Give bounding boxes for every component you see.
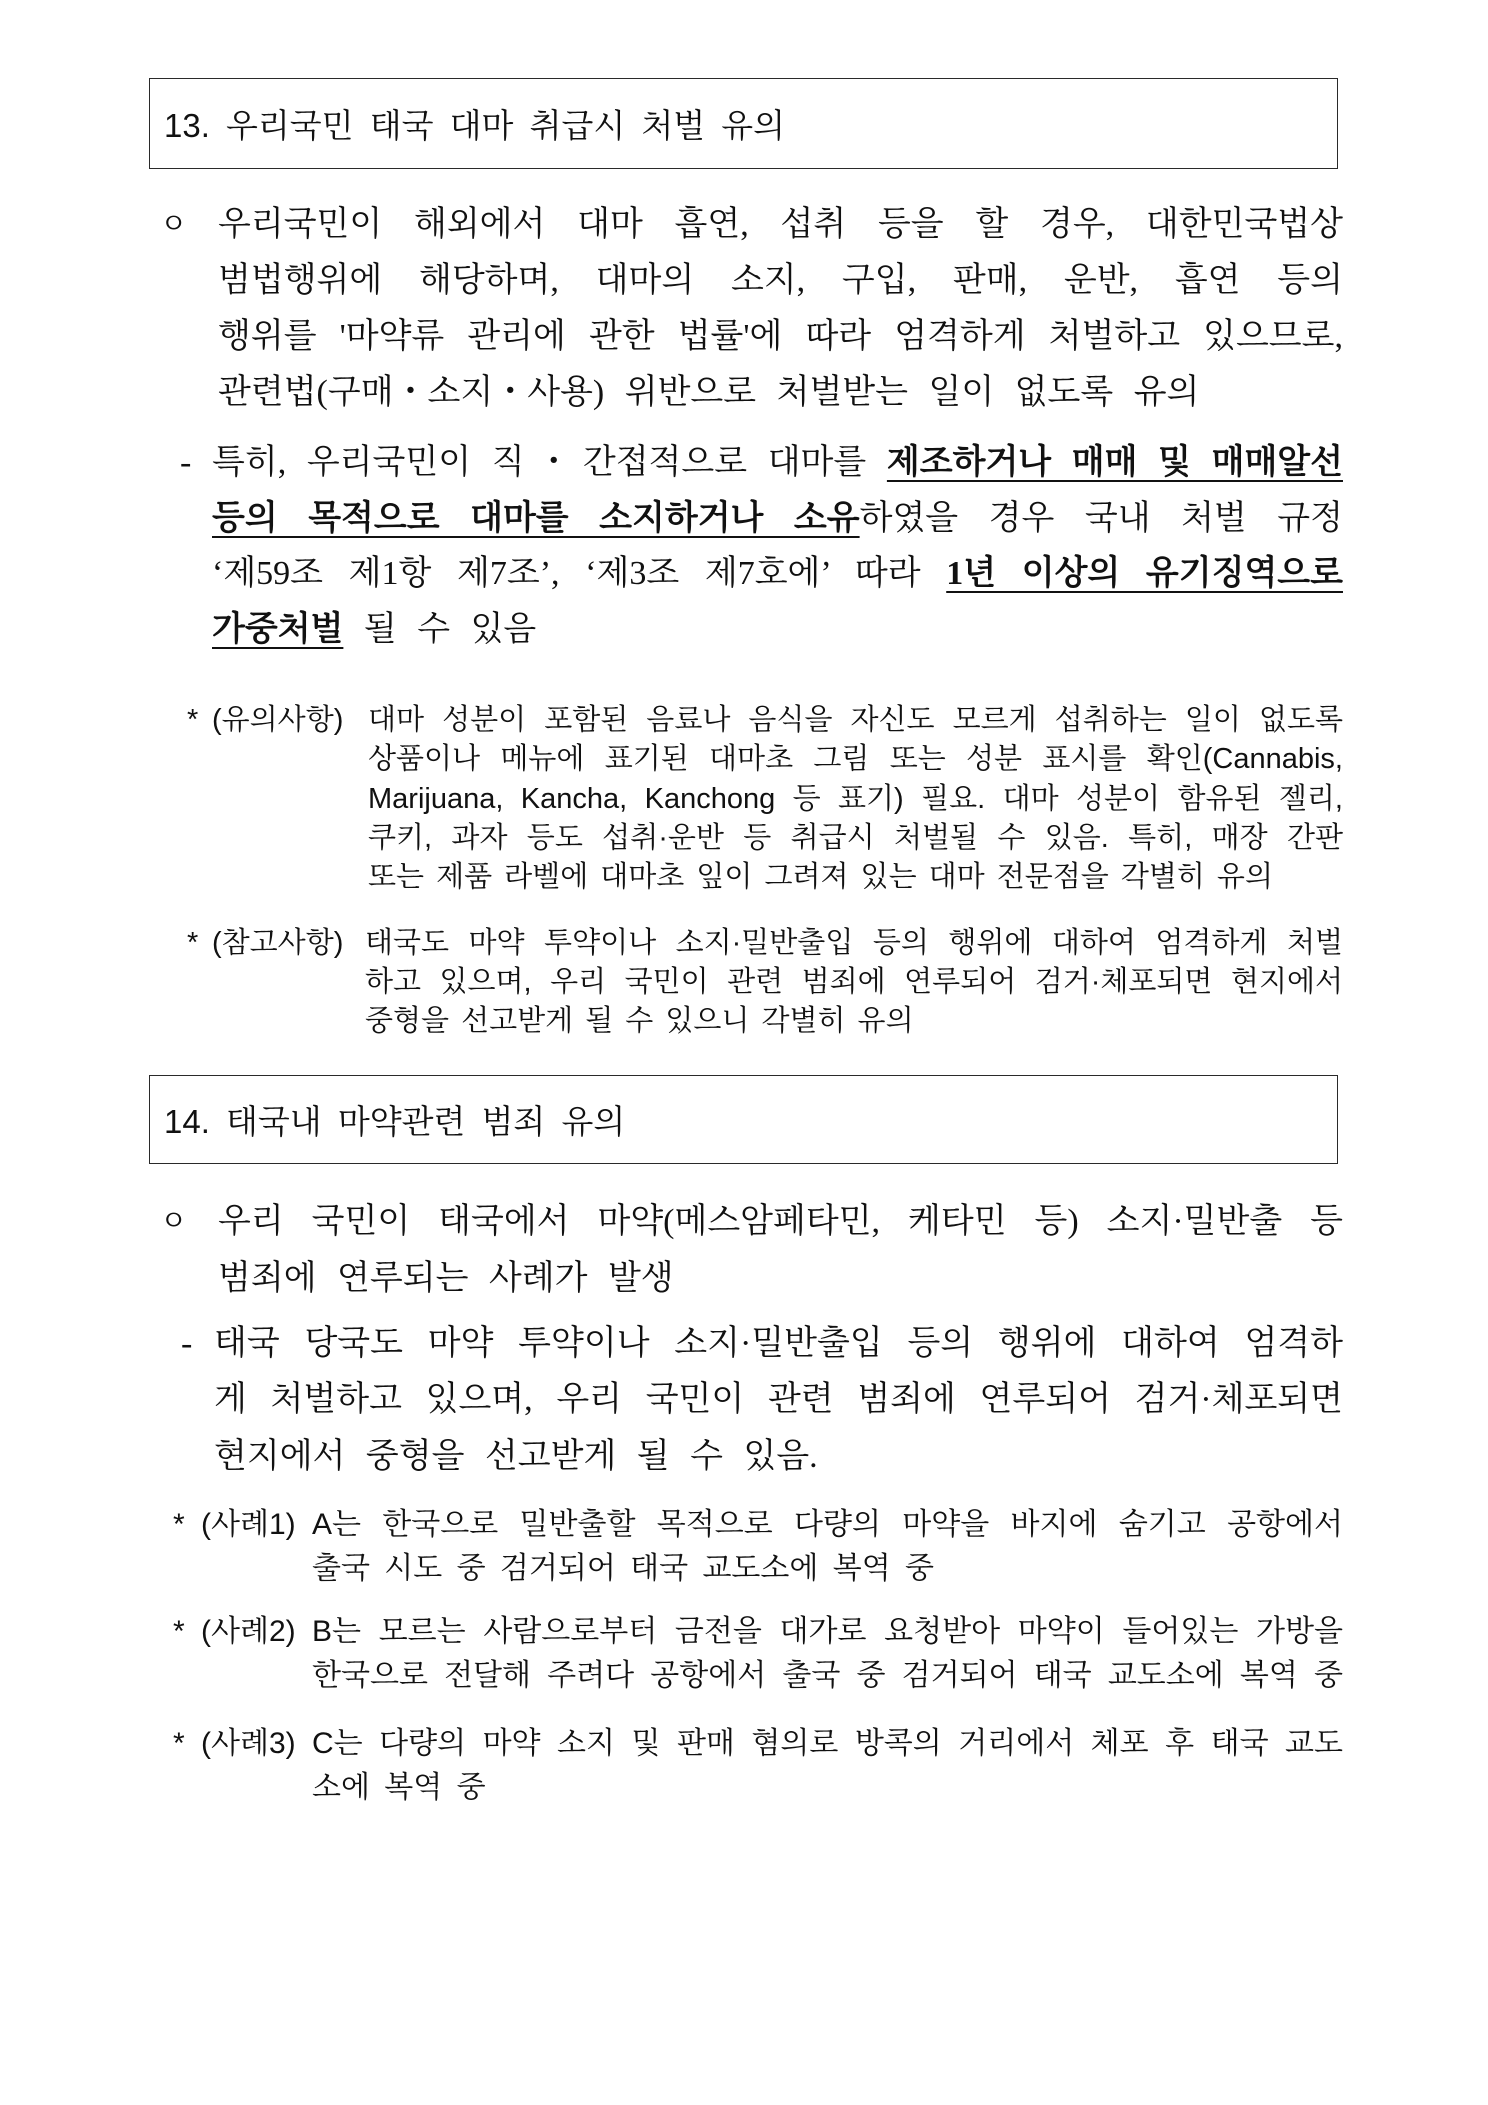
section-13-title: 13. 우리국민 태국 대마 취급시 처벌 유의 [164, 107, 786, 144]
emphasized-text: 등의 목적으로 대마를 소지하거나 소유 [212, 499, 860, 537]
section-14-heading-box [149, 1075, 1338, 1164]
plain-text: ‘제59조 제1항 제7조’, ‘제3조 제7호에’ 따라 [212, 555, 947, 592]
case-label: (사례2) [201, 1615, 296, 1648]
text-line: 범죄에 연루되는 사례가 발생 [218, 1259, 674, 1297]
text-line: 행위를 '마약류 관리에 관한 법률'에 따라 엄격하게 처벌하고 있으므로, [218, 318, 1343, 355]
text-line: 게 처벌하고 있으며, 우리 국민이 관련 범죄에 연루되어 검거·체포되면 [214, 1381, 1343, 1419]
text-line: 관련법(구매・소지・사용) 위반으로 처벌받는 일이 없도록 유의 [218, 374, 1200, 411]
paragraph-lines [214, 1316, 1343, 1485]
plain-text: 특히, 우리국민이 직・간접적으로 대마를 [212, 444, 887, 481]
case-lines [312, 1722, 1343, 1810]
text-line: 범법행위에 해당하며, 대마의 소지, 구입, 판매, 운반, 흡연 등의 [218, 262, 1343, 299]
text-line: 하고 있으며, 우리 국민이 관련 범죄에 연루되어 검거·체포되면 현지에서 [365, 966, 1343, 998]
section-14-title: 14. 태국내 마약관련 범죄 유의 [164, 1103, 626, 1140]
bullet-marker: ㅇ [160, 209, 188, 240]
dash-marker: - [180, 444, 192, 481]
text-line: 출국 시도 중 검거되어 태국 교도소에 복역 중 [312, 1552, 934, 1586]
text-line: 소에 복역 중 [312, 1771, 486, 1805]
plain-text: 하였을 경우 국내 처벌 규정 [859, 499, 1343, 537]
text-line: 우리국민이 해외에서 대마 흡연, 섭취 등을 할 경우, 대한민국법상 [218, 206, 1343, 243]
paragraph-lines [218, 1194, 1343, 1307]
case-lines [312, 1503, 1343, 1591]
asterisk-marker: * [173, 1615, 185, 1648]
text-line: 중형을 선고받게 될 수 있으니 각별히 유의 [365, 1005, 914, 1037]
note-lines [365, 924, 1343, 1041]
note-label: (참고사항) [212, 927, 344, 959]
text-line: Marijuana, Kancha, Kanchong 등 표기) 필요. 대마 성분이 함유된 젤리, [368, 782, 1343, 815]
text-line [212, 602, 1343, 658]
emphasized-text: 가중처벌 [212, 610, 344, 648]
case-label: (사례3) [201, 1727, 296, 1760]
text-line: B는 모르는 사람으로부터 금전을 대가로 요청받아 마약이 들어있는 가방을 [312, 1615, 1343, 1648]
text-line: C는 다량의 마약 소지 및 판매 혐의로 방콕의 거리에서 체포 후 태국 교도 [312, 1727, 1343, 1760]
text-line [212, 491, 1343, 547]
case-lines [312, 1610, 1343, 1698]
text-line: 현지에서 중형을 선고받게 될 수 있음. [214, 1437, 818, 1475]
text-line: 상품이나 메뉴에 표기된 대마초 그림 또는 성분 표시를 확인(Cannabis, [368, 743, 1343, 776]
text-line [212, 435, 1343, 491]
case-label: (사례1) [201, 1508, 296, 1541]
text-line: 태국 당국도 마약 투약이나 소지·밀반출입 등의 행위에 대하여 엄격하 [214, 1325, 1343, 1362]
asterisk-marker: * [187, 927, 199, 959]
plain-text: 될 수 있음 [343, 610, 537, 648]
section-13-heading-box [149, 78, 1338, 169]
text-line: 또는 제품 라벨에 대마초 잎이 그려져 있는 대마 전문점을 각별히 유의 [368, 861, 1273, 894]
text-line: 우리 국민이 태국에서 마약(메스암페타민, 케타민 등) 소지·밀반출 등 [218, 1203, 1343, 1240]
text-line: 태국도 마약 투약이나 소지·밀반출입 등의 행위에 대하여 엄격하게 처벌 [365, 927, 1343, 959]
asterisk-marker: * [187, 704, 199, 736]
note-label: (유의사항) [212, 704, 344, 736]
bullet-marker: ㅇ [160, 1206, 188, 1237]
text-line: 쿠키, 과자 등도 섭취·운반 등 취급시 처벌될 수 있음. 특히, 매장 간판 [368, 821, 1343, 854]
paragraph-lines [212, 435, 1343, 657]
text-line: 대마 성분이 포함된 음료나 음식을 자신도 모르게 섭취하는 일이 없도록 [368, 704, 1343, 736]
emphasized-text: 1년 이상의 유기징역으로 [946, 555, 1343, 592]
asterisk-marker: * [173, 1508, 185, 1541]
dash-marker: - [181, 1325, 193, 1362]
text-line: A는 한국으로 밀반출할 목적으로 다량의 마약을 바지에 숨기고 공항에서 [312, 1508, 1343, 1541]
paragraph-lines [218, 197, 1343, 421]
text-line [212, 546, 1343, 602]
emphasized-text: 제조하거나 매매 및 매매알선 [886, 444, 1343, 481]
note-lines [368, 701, 1343, 897]
text-line: 한국으로 전달해 주려다 공항에서 출국 중 검거되어 태국 교도소에 복역 중 [312, 1659, 1343, 1693]
asterisk-marker: * [173, 1727, 185, 1760]
